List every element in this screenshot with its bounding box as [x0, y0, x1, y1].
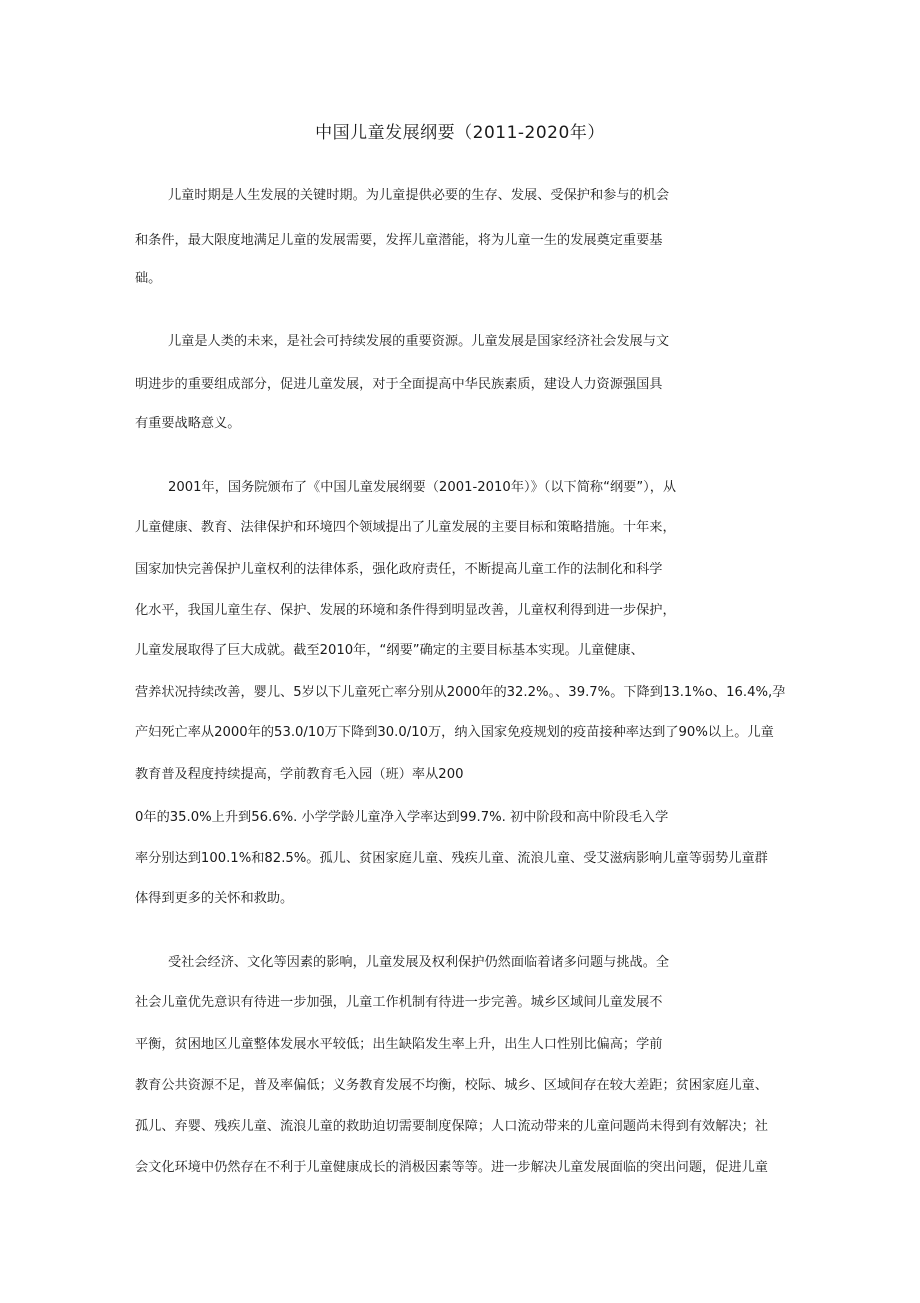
paragraph-1-line-2: 和条件，最大限度地满足儿童的发展需要，发挥儿童潜能，将为儿童一生的发展奠定重要基 — [135, 233, 663, 248]
paragraph-3-line-1: 2001年，国务院颁布了《中国儿童发展纲要（2001-2010年）》（以下简称“纲要”），从 — [168, 480, 677, 495]
paragraph-2-line-2: 明进步的重要组成部分，促进儿童发展，对于全面提高中华民族素质，建设人力资源强国具 — [135, 377, 663, 392]
paragraph-3-line-8: 教育普及程度持续提高，学前教育毛入园（班）率从200 — [135, 767, 464, 782]
paragraph-3-line-10: 率分别达到100.1%和82.5%。孤儿、贫困家庭儿童、残疾儿童、流浪儿童、受艾滋病影响儿童等弱势儿童群 — [135, 851, 768, 866]
paragraph-1-line-3: 础。 — [135, 271, 162, 286]
paragraph-2-line-3: 有重要战略意义。 — [135, 416, 241, 431]
paragraph-3-line-2: 儿童健康、教育、法律保护和环境四个领域提出了儿童发展的主要目标和策略措施。十年来， — [135, 520, 676, 535]
paragraph-3-line-6: 营养状况持续改善，婴儿、5岁以下儿童死亡率分别从2000年的32.2%。、39.7%。下降到13.1%o、16.4%,孕 — [135, 685, 786, 700]
paragraph-4-line-3: 平衡，贫困地区儿童整体发展水平较低；出生缺陷发生率上升，出生人口性别比偏高；学前 — [135, 1037, 663, 1052]
paragraph-4-line-5: 孤儿、弃婴、残疾儿童、流浪儿童的救助迫切需要制度保障；人口流动带来的儿童问题尚未得到有效解决；社 — [135, 1119, 768, 1134]
paragraph-1-line-1: 儿童时期是人生发展的关键时期。为儿童提供必要的生存、发展、受保护和参与的机会 — [168, 188, 670, 203]
paragraph-3-line-11: 体得到更多的关怀和救助。 — [135, 891, 294, 906]
paragraph-4-line-2: 社会儿童优先意识有待进一步加强，儿童工作机制有待进一步完善。城乡区域间儿童发展不 — [135, 995, 663, 1010]
paragraph-2-line-1: 儿童是人类的未来，是社会可持续发展的重要资源。儿童发展是国家经济社会发展与文 — [168, 334, 670, 349]
paragraph-3-line-9: 0年的35.0%上升到56.6%. 小学学龄儿童净入学率达到99.7%. 初中阶段和高中阶段毛入学 — [135, 810, 669, 825]
paragraph-4-line-6: 会文化环境中仍然存在不利于儿童健康成长的消极因素等等。进一步解决儿童发展面临的突出问题，促进儿童 — [135, 1160, 768, 1175]
paragraph-3-line-7: 产妇死亡率从2000年的53.0/10万下降到30.0/10万，纳入国家免疫规划的疫苗接种率达到了90%以上。儿童 — [135, 725, 774, 740]
paragraph-4-line-4: 教育公共资源不足，普及率偏低；义务教育发展不均衡，校际、城乡、区域间存在较大差距；贫困家庭儿童、 — [135, 1078, 768, 1093]
paragraph-3-line-4: 化水平，我国儿童生存、保护、发展的环境和条件得到明显改善，儿童权利得到进一步保护， — [135, 603, 676, 618]
document-title: 中国儿童发展纲要（2011-2020年） — [315, 123, 605, 143]
paragraph-4-line-1: 受社会经济、文化等因素的影响，儿童发展及权利保护仍然面临着诸多问题与挑战。全 — [168, 955, 670, 970]
paragraph-3-line-3: 国家加快完善保护儿童权利的法律体系，强化政府责任，不断提高儿童工作的法制化和科学 — [135, 562, 663, 577]
paragraph-3-line-5: 儿童发展取得了巨大成就。截至2010年，“纲要”确定的主要目标基本实现。儿童健康、 — [135, 643, 644, 658]
